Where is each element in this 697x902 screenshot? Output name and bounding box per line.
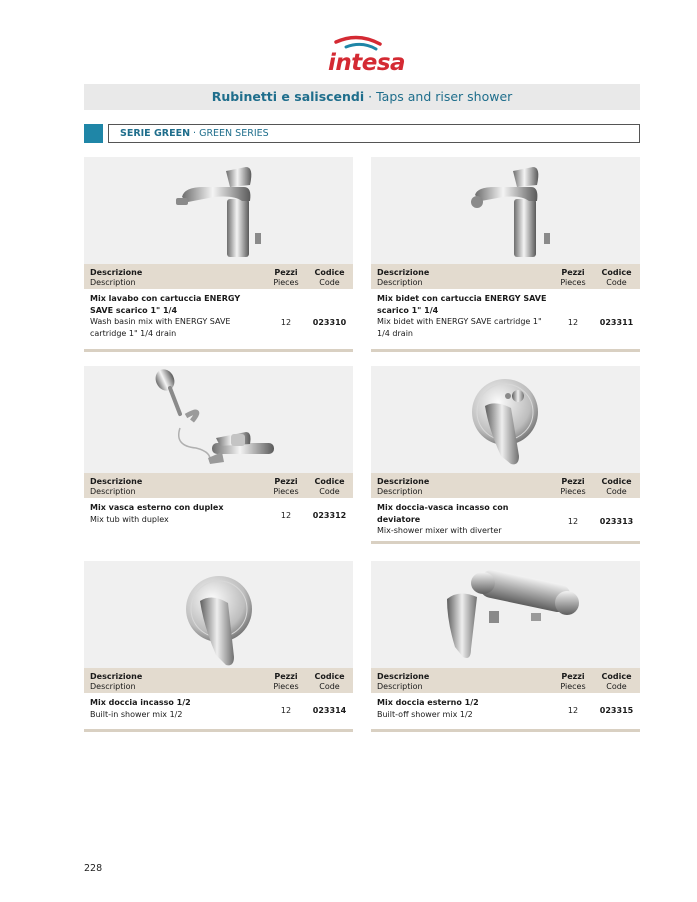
header-description-en: Description <box>377 277 423 287</box>
header-code-it: Codice <box>601 672 632 681</box>
header-description-it: Descrizione <box>90 268 143 277</box>
concealed-diverter-mixer-icon <box>371 366 640 473</box>
header-code-en: Code <box>319 277 340 287</box>
product-card <box>84 561 353 731</box>
concealed-shower-mixer-icon <box>84 561 353 668</box>
page-title-bar <box>84 84 640 110</box>
product-photo <box>84 366 353 473</box>
product-pieces: 12 <box>280 706 292 715</box>
product-photo <box>371 157 640 264</box>
product-name-it: Mix vasca esterno con duplex <box>90 503 224 512</box>
header-code-en: Code <box>319 681 340 691</box>
header-pieces-it: Pezzi <box>561 268 585 277</box>
product-code: 023312 <box>312 511 347 520</box>
table-header <box>371 473 640 498</box>
product-name-it: Mix bidet con cartuccia ENERGY SAVE scarico 1" 1/4 <box>377 294 547 315</box>
header-pieces-en: Pieces <box>273 486 299 496</box>
page-title-english: Taps and riser shower <box>376 89 513 104</box>
product-code: 023313 <box>599 517 634 526</box>
header-pieces-en: Pieces <box>560 277 586 287</box>
header-description-en: Description <box>377 681 423 691</box>
table-header <box>371 668 640 693</box>
row-divider <box>371 349 640 352</box>
row-divider <box>84 349 353 352</box>
title-separator: · <box>364 89 377 104</box>
series-marker <box>84 124 103 143</box>
header-pieces-it: Pezzi <box>274 477 298 486</box>
product-code: 023311 <box>599 318 634 327</box>
tub-mixer-duplex-icon <box>84 366 353 473</box>
product-code: 023315 <box>599 706 634 715</box>
product-name-en: Built-off shower mix 1/2 <box>377 709 473 719</box>
product-card <box>371 561 640 731</box>
series-label-frame <box>108 124 640 143</box>
product-pieces: 12 <box>567 318 579 327</box>
header-description-en: Description <box>90 681 136 691</box>
product-name-en: Mix-shower mixer with diverter <box>377 526 502 535</box>
header-description-en: Description <box>90 277 136 287</box>
series-separator: · <box>190 128 200 139</box>
table-header <box>371 264 640 289</box>
header-code-en: Code <box>606 681 627 691</box>
header-pieces-en: Pieces <box>560 486 586 496</box>
product-pieces: 12 <box>567 517 579 526</box>
header-description-it: Descrizione <box>377 268 430 277</box>
product-photo <box>371 366 640 473</box>
product-name-en: Built-in shower mix 1/2 <box>90 709 183 719</box>
product-name-it: Mix doccia-vasca incasso con deviatore <box>377 503 509 524</box>
header-pieces-it: Pezzi <box>561 477 585 486</box>
header-code-it: Codice <box>601 477 632 486</box>
header-code-en: Code <box>606 277 627 287</box>
product-card <box>84 366 353 543</box>
product-name-en: Mix tub with duplex <box>90 514 169 524</box>
header-description-it: Descrizione <box>90 477 143 486</box>
product-card <box>84 157 353 353</box>
bidet-mixer-icon <box>371 157 640 264</box>
header-pieces-en: Pieces <box>273 681 299 691</box>
series-label-english: GREEN SERIES <box>199 128 269 139</box>
table-header <box>84 264 353 289</box>
row-divider <box>371 729 640 732</box>
header-description-en: Description <box>90 486 136 496</box>
table-header <box>84 668 353 693</box>
product-photo <box>84 157 353 264</box>
product-card <box>371 366 640 543</box>
header-code-it: Codice <box>314 672 345 681</box>
product-pieces: 12 <box>567 706 579 715</box>
header-pieces-it: Pezzi <box>274 672 298 681</box>
row-divider <box>84 729 353 732</box>
product-pieces: 12 <box>280 318 292 327</box>
header-description-it: Descrizione <box>90 672 143 681</box>
logo-text: intesa <box>328 50 406 76</box>
header-pieces-it: Pezzi <box>561 672 585 681</box>
product-name-it: Mix doccia incasso 1/2 <box>90 698 191 707</box>
header-description-en: Description <box>377 486 423 496</box>
product-name-it: Mix lavabo con cartuccia ENERGY SAVE scarico 1" 1/4 <box>90 294 241 315</box>
header-code-it: Codice <box>314 268 345 277</box>
header-code-it: Codice <box>314 477 345 486</box>
page-title-italian: Rubinetti e saliscendi <box>211 89 365 104</box>
table-header <box>84 473 353 498</box>
page-number: 228 <box>84 863 103 874</box>
product-name-it: Mix doccia esterno 1/2 <box>377 698 479 707</box>
product-code: 023314 <box>312 706 347 715</box>
product-photo <box>84 561 353 668</box>
product-photo <box>371 561 640 668</box>
product-pieces: 12 <box>280 511 292 520</box>
series-header <box>84 124 640 143</box>
series-label-italian: SERIE GREEN <box>120 128 191 139</box>
header-pieces-it: Pezzi <box>274 268 298 277</box>
header-description-it: Descrizione <box>377 477 430 486</box>
row-divider <box>371 541 640 544</box>
product-name-en: Wash basin mix with ENERGY SAVE cartridge 1" 1/4 drain <box>90 317 231 338</box>
header-code-en: Code <box>606 486 627 496</box>
product-name-en: Mix bidet with ENERGY SAVE cartridge 1" 1/4 drain <box>377 317 542 338</box>
header-code-it: Codice <box>601 268 632 277</box>
basin-mixer-icon <box>84 157 353 264</box>
product-code: 023310 <box>312 318 347 327</box>
header-description-it: Descrizione <box>377 672 430 681</box>
header-code-en: Code <box>319 486 340 496</box>
exposed-shower-mixer-icon <box>371 561 640 668</box>
header-pieces-en: Pieces <box>273 277 299 287</box>
brand-logo <box>318 34 408 80</box>
product-card <box>371 157 640 353</box>
header-pieces-en: Pieces <box>560 681 586 691</box>
